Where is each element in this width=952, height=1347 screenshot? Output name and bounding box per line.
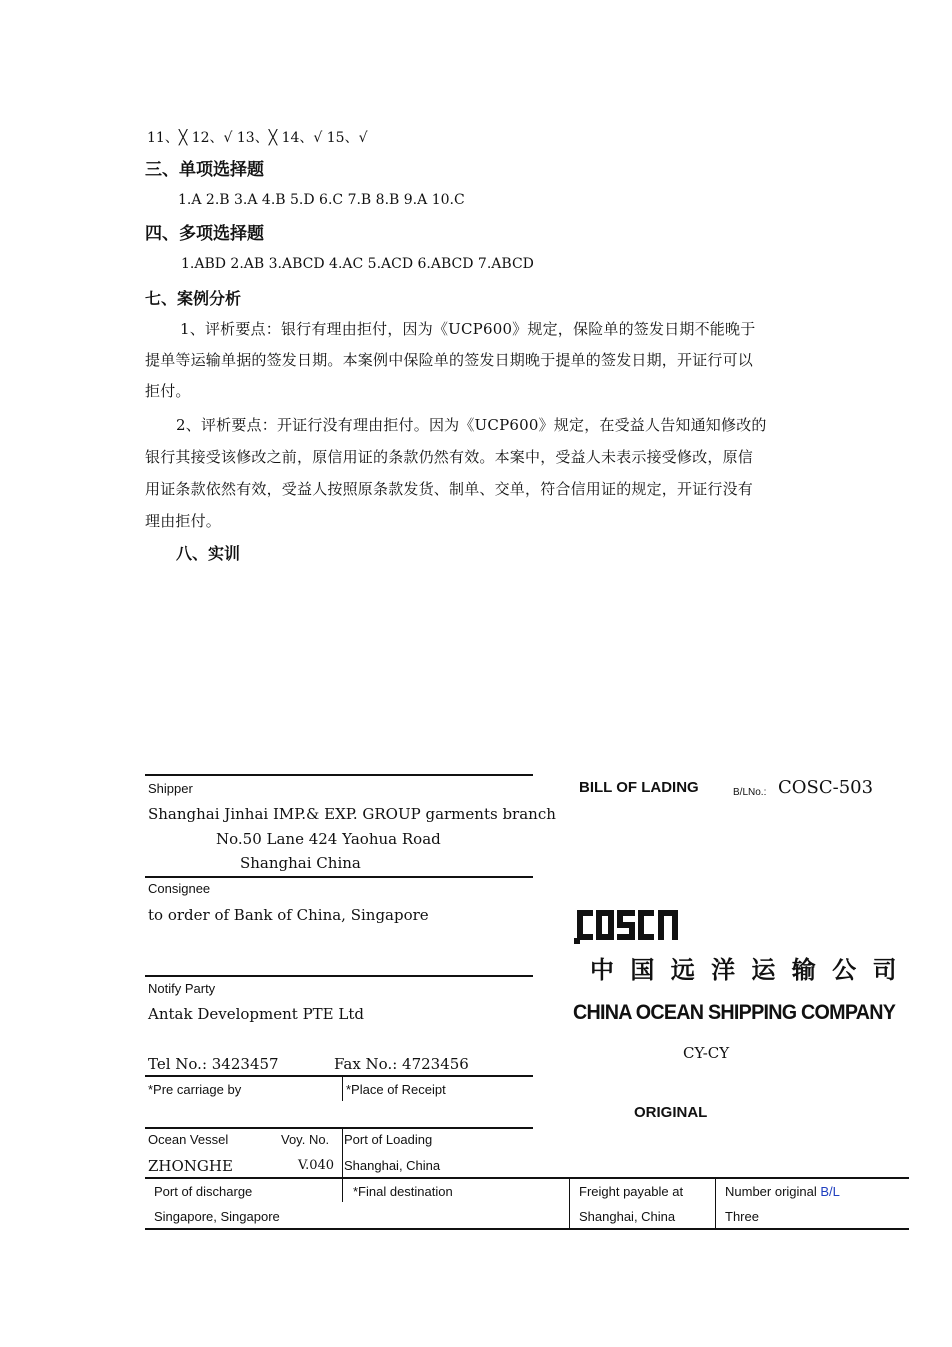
carrier-en-name: CHINA OCEAN SHIPPING COMPANY — [573, 1001, 896, 1024]
case-analysis-heading: 七、案例分析 — [145, 289, 242, 308]
bl-no-label: B/LNo.: — [733, 787, 767, 798]
freight-payable-value: Shanghai, China — [579, 1209, 676, 1224]
shipper-line-3: Shanghai China — [240, 854, 361, 872]
ocean-vessel-value: ZHONGHE — [148, 1157, 233, 1175]
number-original-bl: B/L — [820, 1184, 840, 1199]
number-original-prefix: Number original — [725, 1184, 821, 1199]
pre-carriage-label: *Pre carriage by — [148, 1082, 242, 1097]
port-of-discharge-label: Port of discharge — [154, 1184, 253, 1199]
bill-of-lading-title: BILL OF LADING — [579, 779, 699, 796]
port-of-loading-label: Port of Loading — [344, 1132, 433, 1147]
rule-shipper — [145, 876, 533, 878]
ocean-vessel-label: Ocean Vessel — [148, 1132, 229, 1147]
vrule-number — [715, 1179, 716, 1228]
consignee-label: Consignee — [148, 881, 211, 896]
voy-no-label: Voy. No. — [281, 1132, 330, 1147]
notify-tel: Tel No.: 3423457 — [148, 1055, 279, 1073]
cosco-logo-mark — [574, 904, 686, 944]
multi-choice-heading: 四、多项选择题 — [145, 224, 264, 244]
single-choice-answers: 1.A 2.B 3.A 4.B 5.D 6.C 7.B 8.B 9.A 10.C — [178, 192, 465, 208]
case1-line-2: 提单等运输单据的签发日期。本案例中保险单的签发日期晚于提单的签发日期，开证行可以 — [145, 351, 754, 369]
vrule-final — [342, 1179, 343, 1202]
case1-line-1: 1、评析要点：银行有理由拒付，因为《UCP600》规定，保险单的签发日期不能晚于 — [180, 320, 756, 338]
number-original-value: Three — [725, 1209, 759, 1224]
single-choice-heading: 三、单项选择题 — [145, 160, 264, 180]
place-of-receipt-label: *Place of Receipt — [346, 1082, 446, 1097]
vrule-receipt — [342, 1077, 343, 1101]
carrier-terms: CY-CY — [683, 1044, 730, 1062]
port-of-discharge-value: Singapore, Singapore — [154, 1209, 280, 1224]
number-original-label — [725, 1184, 840, 1199]
final-destination-label: *Final destination — [353, 1184, 453, 1199]
notify-label: Notify Party — [148, 981, 216, 996]
cosco-logo — [574, 904, 686, 949]
vrule-freight — [569, 1179, 570, 1228]
case2-line-1: 2、评析要点：开证行没有理由拒付。因为《UCP600》规定，在受益人告知通知修改的 — [176, 416, 767, 434]
case2-line-2: 银行其接受该修改之前，原信用证的条款仍然有效。本案中，受益人未表示接受修改，原信 — [145, 448, 754, 466]
notify-value: Antak Development PTE Ltd — [148, 1005, 364, 1023]
original-stamp: ORIGINAL — [634, 1104, 708, 1121]
rule-bottom — [145, 1228, 909, 1230]
shipper-label: Shipper — [148, 781, 193, 796]
case2-line-3: 用证条款依然有效，受益人按照原条款发货、制单、交单，符合信用证的规定，开证行没有 — [145, 480, 754, 498]
vrule-loading — [342, 1129, 343, 1177]
rule-vessel — [145, 1177, 909, 1179]
consignee-value: to order of Bank of China, Singapore — [148, 906, 429, 924]
tf-answers: 11、╳ 12、√ 13、╳ 14、√ 15、√ — [147, 130, 368, 146]
rule-top — [145, 774, 533, 776]
case2-line-4: 理由拒付。 — [145, 512, 222, 530]
freight-payable-label: Freight payable at — [579, 1184, 684, 1199]
notify-fax: Fax No.: 4723456 — [334, 1055, 469, 1073]
port-of-loading-value: Shanghai, China — [344, 1158, 441, 1173]
carrier-cn-name: 中 国 远 洋 运 输 公 司 — [590, 956, 901, 984]
rule-notify — [145, 1075, 533, 1077]
practical-heading: 八、实训 — [176, 544, 241, 563]
case1-line-3: 拒付。 — [145, 382, 191, 400]
rule-consignee — [145, 975, 533, 977]
shipper-line-2: No.50 Lane 424 Yaohua Road — [216, 830, 441, 848]
multi-choice-answers: 1.ABD 2.AB 3.ABCD 4.AC 5.ACD 6.ABCD 7.ABCD — [181, 256, 534, 272]
shipper-line-1: Shanghai Jinhai IMP.& EXP. GROUP garments branch — [148, 805, 556, 823]
bl-no-value: COSC-503 — [778, 777, 874, 798]
rule-precarriage — [145, 1127, 533, 1129]
voy-no-value: V.040 — [298, 1158, 335, 1173]
